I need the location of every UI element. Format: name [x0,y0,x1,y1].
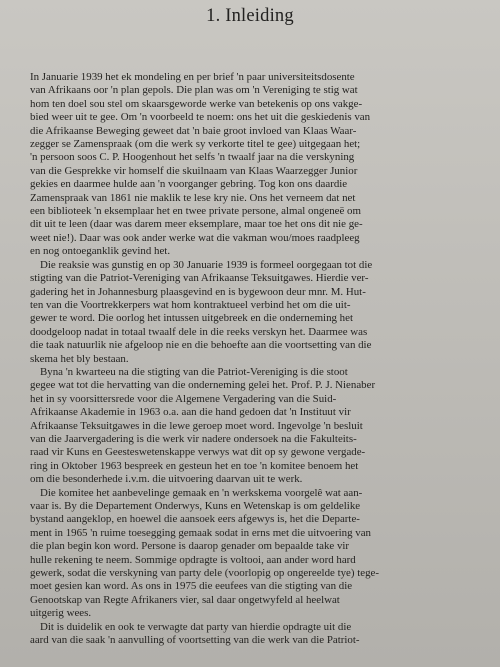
text-line: Genootskap van Regte Afrikaners vier, sal daar ongetwyfeld al heelwat [30,593,340,606]
text-line: een biblioteek 'n eksemplaar het en twee private persone, almal ongeneë om [30,205,361,218]
text-line: Die reaksie was gunstig en op 30 Januarie 1939 is formeel oorgegaan tot die [40,258,373,271]
text-line: dit uit te leen (daar was darem meer eksemplare, maar toe het ons dit nie ge- [30,218,363,231]
text-line: vaar is. By die Departement Onderwys, Kuns en Wetenskap is om geldelike [30,500,361,512]
text-line: bystand aangeklop, en hoewel die aansoek eers afgewys is, het die Departe- [30,513,360,526]
text-line: In Januarie 1939 het ek mondeling en per brief 'n paar universiteitsdosente [30,71,355,83]
text-line: Dit is duidelik en ook te verwagte dat party van hierdie opdragte uit die [40,620,352,633]
text-line: ring in Oktober 1963 bespreek en gesteun het en toe 'n komitee benoem het [30,459,359,472]
text-line: doodgeloop nadat in totaal twaalf dele in die reeks verskyn het. Daarmee was [30,325,368,338]
text-line: Afrikaanse Akademie in 1963 o.a. aan die hand gedoen dat 'n Instituut vir [30,406,351,419]
text-line: aard van die saak 'n aanvulling of voortsetting van die werk van die Patriot- [30,634,360,647]
text-line: hom ten doel sou stel om skaarsgeworde werke van betekenis op ons vakge- [30,97,363,110]
text-line: Byna 'n kwarteeu na die stigting van die Patriot-Vereniging is die stoot [40,365,348,378]
text-line: ten van die Voortrekkerpers wat hom kontraktueel verbind het om die uit- [30,298,351,311]
text-line: skema het bly bestaan. [30,352,129,365]
text-line: Die komitee het aanbevelinge gemaak en 'n werkskema voorgelê wat aan- [40,486,363,499]
paragraph [30,71,444,259]
paragraph [30,259,444,366]
paragraph [30,487,444,621]
text-line: van Afrikaans oor 'n plan gepols. Die plan was om 'n Vereniging te stig wat [30,84,358,97]
text-line: raad vir Kuns en Geesteswetenskappe verwys wat dit op sy gewone vergade- [30,446,366,459]
text-line: het in sy voorsittersrede voor die Algemene Vergadering van die Suid- [30,392,337,405]
text-line: van die Jaarvergadering is die werk vir nadere ondersoek na die Fakulteits- [30,432,357,445]
text-line: stigting van die Patriot-Vereniging van Afrikaanse Teksuitgawes. Hierdie ver- [30,272,369,285]
text-line: en nog ontoeganklik gevind het. [30,245,171,258]
text-line: zegger se Zamenspraak (om die werk sy verkorte titel te gee) uitgegaan het; [30,138,361,151]
text-line: moet gesien kan word. As ons in 1975 die eeufees van die stigting van die [30,580,353,593]
text-line: Zamenspraak van 1861 nie maklik te lese kry nie. Ons het verneem dat net [30,191,356,204]
text-line: uitgerig wees. [30,607,92,620]
text-line: weet nie!). Daar was ook ander werke wat die vakman wou/moes raadpleeg [30,231,360,244]
text-line: gadering het in Johannesburg plaasgevind en is bygewoon deur mnr. M. Hut- [30,285,366,298]
text-line: Afrikaanse Teksuitgawes in die lewe geroep moet word. Ingevolge 'n besluit [30,419,363,432]
text-line: die Afrikaanse Beweging geweet dat 'n baie groot invloed van Klaas Waar- [30,124,357,137]
text-line: gegee wat tot die hervatting van die onderneming gelei het. Prof. P. J. Nienaber [30,379,376,392]
text-line: die taak natuurlik nie afgeloop nie en die behoefte aan die voortsetting van die [30,339,372,352]
body-text [30,71,444,647]
text-line: gekies en daarmee hulde aan 'n voorganger gebring. Tog kon ons daardie [30,178,348,191]
text-line: die plan begin kon word. Persone is daarop genader om bepaalde take vir [30,540,350,553]
text-line: ment in 1965 'n ruime toesegging gemaak sodat in erns met die uitvoering van [30,526,372,539]
paragraph [30,621,444,648]
text-line: bied weer uit te gee. Om 'n voorbeeld te noem: ons het uit die geskiedenis van [30,111,371,124]
text-line: 'n persoon soos C. P. Hoogenhout het selfs 'n twaalf jaar na die verskyning [30,151,355,164]
text-line: gewerk, sodat die verskyning van party dele (voorlopig op ongereelde tye) tege- [30,567,379,580]
text-line: om die besonderhede i.v.m. die uitvoering daarvan uit te werk. [30,473,303,486]
chapter-title: 1. Inleiding [206,6,294,26]
text-line: van die Gesprekke vir homself die skuilnaam van Klaas Waarzegger Junior [30,164,358,177]
text-line: gewer te word. Die oorlog het intussen uitgebreek en die onderneming het [30,312,353,325]
paragraph [30,366,444,487]
text-line: hulle rekening te neem. Sommige opdragte is voltooi, aan ander word hard [30,553,356,566]
